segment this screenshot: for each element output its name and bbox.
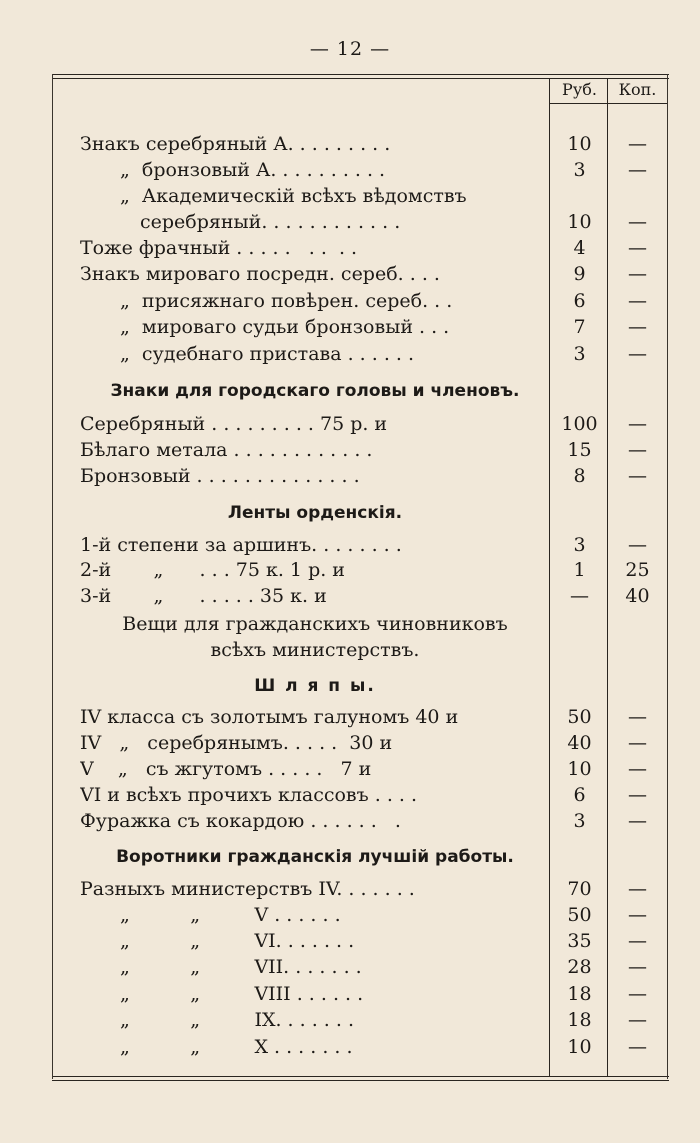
price-row-item: „ „ V . . . . . . [120,904,341,926]
price-kop: — [628,465,647,487]
price-kop: — [628,1009,647,1031]
price-rub: 10 [567,1036,592,1058]
price-kop: — [628,534,647,556]
price-rub: 7 [573,316,586,338]
price-kop: — [628,956,647,978]
price-row-item: IV „ серебрянымъ. . . . . 30 и [80,732,393,754]
price-row-item: 1-й степени за аршинъ. . . . . . . . [80,534,402,556]
price-kop: — [628,784,647,806]
price-kop: — [628,810,647,832]
price-row-item: Бронзовый . . . . . . . . . . . . . . [80,465,360,487]
column-divider-kop [607,78,608,1076]
section-heading: Ш л я п ы. [254,676,376,696]
price-rub: 10 [567,211,592,233]
price-row-item: „ мироваго судьи бронзовый . . . [120,316,450,338]
price-row-item: „ Академическій всѣхъ вѣдомствъ [120,185,467,207]
price-rub: 3 [573,159,586,181]
price-kop: — [628,732,647,754]
price-kop: — [628,237,647,259]
price-kop: — [628,878,647,900]
price-rub: 70 [567,878,592,900]
column-divider-rub [549,78,550,1076]
price-row-item: „ судебнаго пристава . . . . . . [120,343,415,365]
price-row-item: „ „ IX. . . . . . . [120,1009,354,1031]
price-kop: — [628,904,647,926]
price-row-item: V „ съ жгутомъ . . . . . 7 и [80,758,372,780]
price-rub: 100 [561,413,598,435]
price-row-item: серебряный. . . . . . . . . . . . [140,211,401,233]
price-rub: 6 [573,290,586,312]
price-row-item: „ „ VIII . . . . . . [120,983,364,1005]
section-heading: Ленты орденскія. [227,503,403,523]
price-kop: — [628,159,647,181]
section-heading: Вещи для гражданскихъ чиновниковъ [122,613,508,635]
page-number: — 12 — [309,38,391,60]
price-row-item: Бѣлаго метала . . . . . . . . . . . . [80,439,373,461]
price-rub: 3 [573,534,586,556]
price-kop: 40 [625,585,650,607]
price-row-item: 3-й „ . . . . . 35 к. и [80,585,327,607]
price-rub: 35 [567,930,592,952]
price-kop: — [628,413,647,435]
section-heading: Воротники гражданскія лучшій работы. [116,847,514,867]
price-row-item: Знакъ серебряный А. . . . . . . . . [80,133,391,155]
price-row-item: „ присяжнаго повѣрен. сереб. . . [120,290,453,312]
price-rub: 4 [573,237,586,259]
price-row-item: Знакъ мироваго посредн. сереб. . . . [80,263,440,285]
frame-right-rule [667,74,668,1079]
price-row-item: Фуражка съ кокардою . . . . . . . [80,810,401,832]
price-row-item: Серебряный . . . . . . . . . 75 р. и [80,413,388,435]
price-row-item: „ „ X . . . . . . . [120,1036,353,1058]
price-rub: 18 [567,1009,592,1031]
price-kop: — [628,263,647,285]
price-rub: 10 [567,133,592,155]
frame-bottom-rule [52,1076,669,1081]
price-kop: — [628,316,647,338]
price-rub: 15 [567,439,592,461]
price-kop: — [628,133,647,155]
price-rub: 3 [573,343,586,365]
price-kop: — [628,758,647,780]
column-header-rule [549,103,667,104]
price-rub: — [570,585,589,607]
price-kop: — [628,439,647,461]
price-kop: — [628,930,647,952]
price-row-item: „ бронзовый А. . . . . . . . . . [120,159,386,181]
price-kop: — [628,290,647,312]
price-kop: — [628,983,647,1005]
price-rub: 6 [573,784,586,806]
price-rub: 8 [573,465,586,487]
price-rub: 28 [567,956,592,978]
price-row-item: VI и всѣхъ прочихъ классовъ . . . . [80,784,418,806]
price-kop: — [628,706,647,728]
section-heading: Знаки для городскаго головы и членовъ. [110,381,520,401]
price-rub: 18 [567,983,592,1005]
price-rub: 50 [567,904,592,926]
price-kop: — [628,211,647,233]
price-row-item: Разныхъ министерствъ IV. . . . . . . [80,878,415,900]
price-row-item: „ „ VII. . . . . . . [120,956,362,978]
section-heading: всѣхъ министерствъ. [210,639,420,661]
price-rub: 9 [573,263,586,285]
column-header-rub: Руб. [562,80,597,99]
price-row-item: „ „ VI. . . . . . . [120,930,355,952]
price-rub: 10 [567,758,592,780]
price-row-item: IV класса съ золотымъ галуномъ 40 и [80,706,459,728]
column-header-kop: Коп. [618,80,657,99]
price-rub: 3 [573,810,586,832]
frame-top-rule [52,74,669,79]
price-rub: 40 [567,732,592,754]
price-row-item: Тоже фрачный . . . . . . . . . [80,237,358,259]
price-rub: 50 [567,706,592,728]
price-rub: 1 [573,559,586,581]
price-kop: — [628,1036,647,1058]
price-kop: 25 [625,559,650,581]
price-kop: — [628,343,647,365]
frame-left-rule [52,74,53,1079]
price-row-item: 2-й „ . . . 75 к. 1 р. и [80,559,345,581]
